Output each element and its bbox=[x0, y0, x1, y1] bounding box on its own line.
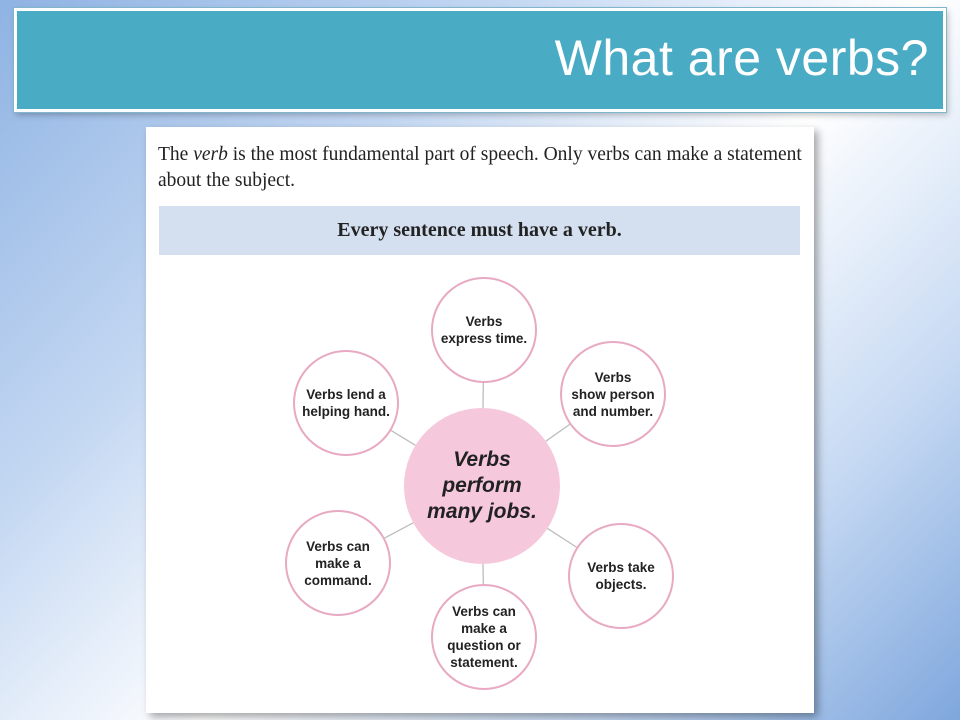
node-label-5: Verbs can make a command. bbox=[304, 538, 372, 588]
node-label-3: Verbs take objects. bbox=[587, 560, 655, 592]
banner-text: Every sentence must have a verb. bbox=[337, 219, 622, 241]
content-card bbox=[146, 127, 814, 713]
node-label-2: Verbs show person and number. bbox=[571, 369, 655, 419]
intro-text-end: is the most fundamental part of speech. Only verbs can make a statement about the subject. bbox=[158, 144, 802, 191]
slide-title: What are verbs? bbox=[554, 30, 929, 86]
title-bar bbox=[14, 8, 946, 112]
node-label-4: Verbs can make a question or statement. bbox=[447, 604, 521, 670]
intro-text-start: The bbox=[158, 144, 194, 165]
node-label-1: Verbs express time. bbox=[440, 314, 528, 346]
center-label: Verbs perform many jobs. bbox=[427, 448, 537, 523]
intro-verb-word: verb bbox=[193, 144, 228, 165]
node-label-6: Verbs lend a helping hand. bbox=[302, 387, 390, 419]
